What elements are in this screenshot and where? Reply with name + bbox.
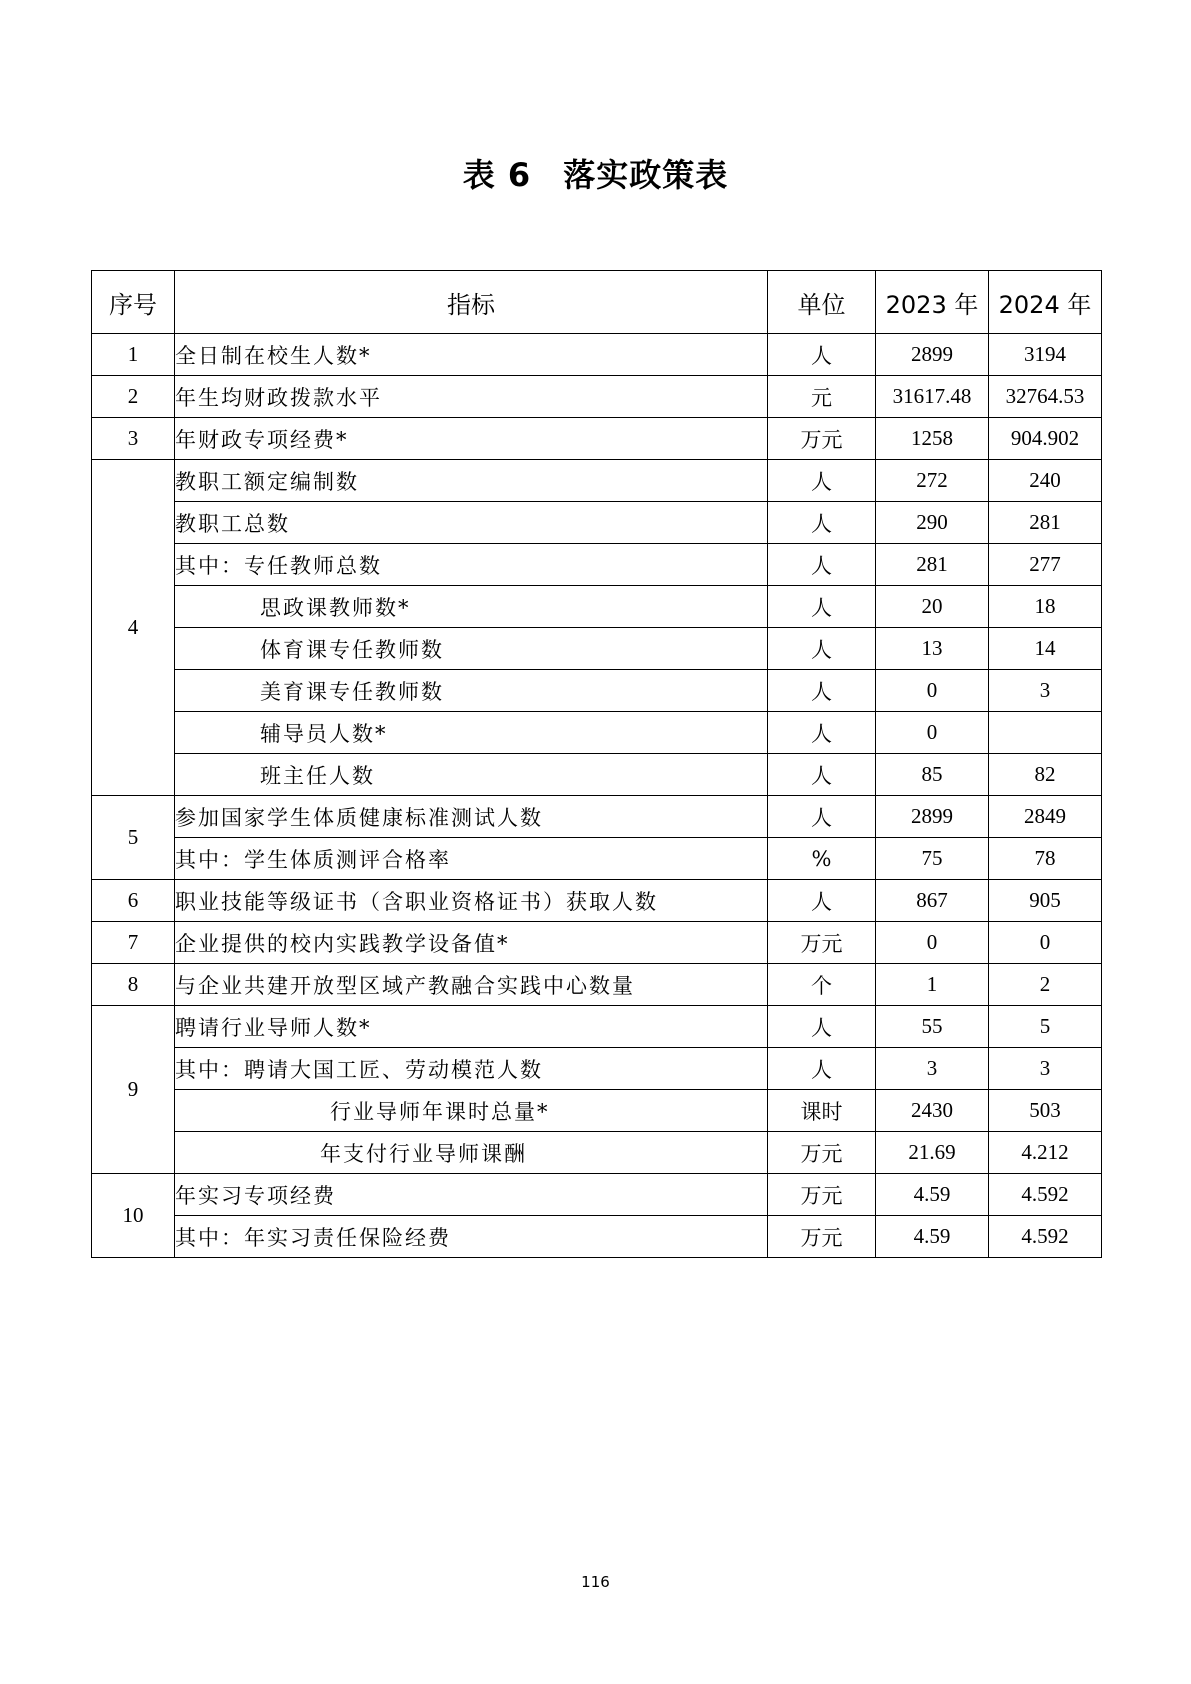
row-indicator: 美育课专任教师数 bbox=[175, 670, 768, 712]
table-row bbox=[92, 502, 1102, 544]
row-unit: 万元 bbox=[768, 1132, 876, 1174]
row-indicator: 体育课专任教师数 bbox=[175, 628, 768, 670]
row-value-2023: 20 bbox=[876, 586, 989, 628]
row-value-2023: 1258 bbox=[876, 418, 989, 460]
row-unit: 万元 bbox=[768, 1216, 876, 1258]
row-value-2023: 21.69 bbox=[876, 1132, 989, 1174]
row-seq: 7 bbox=[92, 922, 175, 964]
row-value-2024: 82 bbox=[989, 754, 1102, 796]
row-value-2024: 0 bbox=[989, 922, 1102, 964]
row-value-2023: 281 bbox=[876, 544, 989, 586]
row-seq: 3 bbox=[92, 418, 175, 460]
table-row bbox=[92, 1174, 1102, 1216]
table-row bbox=[92, 544, 1102, 586]
table-number: 表 6 bbox=[462, 156, 532, 194]
row-indicator: 企业提供的校内实践教学设备值* bbox=[175, 922, 768, 964]
row-unit: % bbox=[768, 838, 876, 880]
table-row bbox=[92, 334, 1102, 376]
row-value-2023: 0 bbox=[876, 712, 989, 754]
row-value-2024: 905 bbox=[989, 880, 1102, 922]
table-row bbox=[92, 838, 1102, 880]
row-indicator: 其中：学生体质测评合格率 bbox=[175, 838, 768, 880]
row-indicator: 思政课教师数* bbox=[175, 586, 768, 628]
row-value-2023: 2899 bbox=[876, 796, 989, 838]
row-value-2024: 281 bbox=[989, 502, 1102, 544]
row-indicator: 职业技能等级证书（含职业资格证书）获取人数 bbox=[175, 880, 768, 922]
row-unit: 人 bbox=[768, 334, 876, 376]
row-unit: 人 bbox=[768, 712, 876, 754]
row-value-2023: 4.59 bbox=[876, 1216, 989, 1258]
table-row bbox=[92, 376, 1102, 418]
row-seq: 2 bbox=[92, 376, 175, 418]
row-value-2023: 2899 bbox=[876, 334, 989, 376]
row-indicator: 全日制在校生人数* bbox=[175, 334, 768, 376]
header-2024: 2024 年 bbox=[989, 271, 1102, 334]
row-unit: 个 bbox=[768, 964, 876, 1006]
row-value-2024: 4.212 bbox=[989, 1132, 1102, 1174]
row-value-2023: 85 bbox=[876, 754, 989, 796]
table-row bbox=[92, 796, 1102, 838]
table-row bbox=[92, 418, 1102, 460]
table-row bbox=[92, 586, 1102, 628]
table-row bbox=[92, 880, 1102, 922]
row-seq: 6 bbox=[92, 880, 175, 922]
row-indicator: 班主任人数 bbox=[175, 754, 768, 796]
table-row bbox=[92, 460, 1102, 502]
row-indicator: 年生均财政拨款水平 bbox=[175, 376, 768, 418]
row-unit: 万元 bbox=[768, 418, 876, 460]
row-value-2024: 2 bbox=[989, 964, 1102, 1006]
row-value-2024: 4.592 bbox=[989, 1174, 1102, 1216]
row-value-2024: 904.902 bbox=[989, 418, 1102, 460]
row-seq: 1 bbox=[92, 334, 175, 376]
row-unit: 人 bbox=[768, 460, 876, 502]
row-value-2024: 4.592 bbox=[989, 1216, 1102, 1258]
row-unit: 万元 bbox=[768, 1174, 876, 1216]
row-unit: 人 bbox=[768, 670, 876, 712]
row-value-2024: 3 bbox=[989, 1048, 1102, 1090]
row-seq: 4 bbox=[92, 460, 175, 796]
row-value-2023: 272 bbox=[876, 460, 989, 502]
row-seq: 8 bbox=[92, 964, 175, 1006]
table-row bbox=[92, 712, 1102, 754]
row-unit: 人 bbox=[768, 754, 876, 796]
row-value-2024 bbox=[989, 712, 1102, 754]
row-unit: 人 bbox=[768, 502, 876, 544]
row-seq: 9 bbox=[92, 1006, 175, 1174]
row-value-2023: 0 bbox=[876, 922, 989, 964]
row-value-2024: 277 bbox=[989, 544, 1102, 586]
row-indicator: 辅导员人数* bbox=[175, 712, 768, 754]
row-indicator: 教职工总数 bbox=[175, 502, 768, 544]
row-value-2024: 3 bbox=[989, 670, 1102, 712]
table-row bbox=[92, 670, 1102, 712]
row-indicator: 其中：年实习责任保险经费 bbox=[175, 1216, 768, 1258]
row-value-2023: 290 bbox=[876, 502, 989, 544]
header-unit: 单位 bbox=[768, 271, 876, 334]
header-seq: 序号 bbox=[92, 271, 175, 334]
row-value-2024: 18 bbox=[989, 586, 1102, 628]
row-unit: 人 bbox=[768, 1006, 876, 1048]
row-value-2024: 3194 bbox=[989, 334, 1102, 376]
table-row bbox=[92, 922, 1102, 964]
row-unit: 人 bbox=[768, 544, 876, 586]
row-indicator: 行业导师年课时总量* bbox=[175, 1090, 768, 1132]
row-unit: 课时 bbox=[768, 1090, 876, 1132]
header-2023: 2023 年 bbox=[876, 271, 989, 334]
row-value-2023: 2430 bbox=[876, 1090, 989, 1132]
row-value-2024: 5 bbox=[989, 1006, 1102, 1048]
table-row bbox=[92, 1048, 1102, 1090]
row-value-2024: 240 bbox=[989, 460, 1102, 502]
table-row bbox=[92, 1090, 1102, 1132]
row-indicator: 与企业共建开放型区域产教融合实践中心数量 bbox=[175, 964, 768, 1006]
row-value-2024: 78 bbox=[989, 838, 1102, 880]
page-title bbox=[0, 150, 1191, 196]
row-value-2023: 13 bbox=[876, 628, 989, 670]
header-indicator: 指标 bbox=[175, 271, 768, 334]
table-row bbox=[92, 1006, 1102, 1048]
table-row bbox=[92, 1132, 1102, 1174]
row-value-2023: 0 bbox=[876, 670, 989, 712]
row-value-2023: 31617.48 bbox=[876, 376, 989, 418]
row-indicator: 其中：专任教师总数 bbox=[175, 544, 768, 586]
row-unit: 人 bbox=[768, 586, 876, 628]
row-unit: 人 bbox=[768, 1048, 876, 1090]
row-indicator: 聘请行业导师人数* bbox=[175, 1006, 768, 1048]
row-unit: 人 bbox=[768, 796, 876, 838]
row-unit: 人 bbox=[768, 628, 876, 670]
row-seq: 10 bbox=[92, 1174, 175, 1258]
row-value-2024: 14 bbox=[989, 628, 1102, 670]
row-unit: 人 bbox=[768, 880, 876, 922]
row-unit: 万元 bbox=[768, 922, 876, 964]
header-row bbox=[92, 271, 1102, 334]
table-row bbox=[92, 754, 1102, 796]
row-indicator: 其中：聘请大国工匠、劳动模范人数 bbox=[175, 1048, 768, 1090]
row-value-2024: 503 bbox=[989, 1090, 1102, 1132]
row-indicator: 年支付行业导师课酬 bbox=[175, 1132, 768, 1174]
row-indicator: 教职工额定编制数 bbox=[175, 460, 768, 502]
row-value-2023: 1 bbox=[876, 964, 989, 1006]
row-indicator: 年财政专项经费* bbox=[175, 418, 768, 460]
row-value-2023: 55 bbox=[876, 1006, 989, 1048]
table-row bbox=[92, 628, 1102, 670]
row-indicator: 参加国家学生体质健康标准测试人数 bbox=[175, 796, 768, 838]
row-seq: 5 bbox=[92, 796, 175, 880]
row-value-2024: 32764.53 bbox=[989, 376, 1102, 418]
table-row bbox=[92, 964, 1102, 1006]
row-value-2023: 867 bbox=[876, 880, 989, 922]
row-unit: 元 bbox=[768, 376, 876, 418]
table-name: 落实政策表 bbox=[563, 156, 729, 194]
row-value-2024: 2849 bbox=[989, 796, 1102, 838]
policy-table bbox=[91, 270, 1102, 1258]
page-number: 116 bbox=[581, 1573, 610, 1591]
table-row bbox=[92, 1216, 1102, 1258]
row-value-2023: 75 bbox=[876, 838, 989, 880]
row-indicator: 年实习专项经费 bbox=[175, 1174, 768, 1216]
row-value-2023: 4.59 bbox=[876, 1174, 989, 1216]
row-value-2023: 3 bbox=[876, 1048, 989, 1090]
